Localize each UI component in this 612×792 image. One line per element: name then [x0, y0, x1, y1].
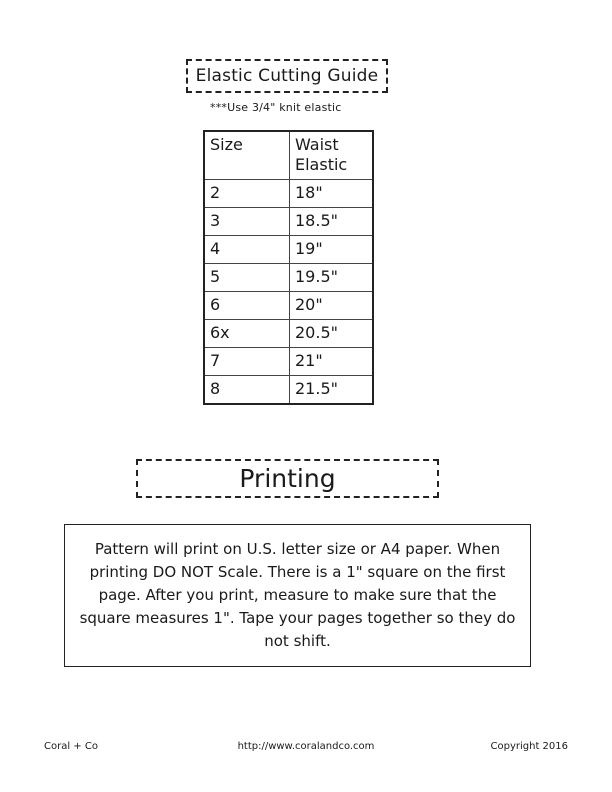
- table-row: [204, 292, 373, 320]
- table-row: [204, 180, 373, 208]
- table-header-row: [204, 131, 373, 180]
- size-cell: 4: [204, 236, 290, 264]
- elastic-guide-title: Elastic Cutting Guide: [195, 66, 379, 86]
- table-row: [204, 208, 373, 236]
- footer-copyright: Copyright 2016: [490, 741, 568, 752]
- waist-cell: 20.5": [290, 320, 374, 348]
- waist-cell: 18.5": [290, 208, 374, 236]
- size-cell: 2: [204, 180, 290, 208]
- waist-cell: 21.5": [290, 376, 374, 405]
- printing-title-box: [136, 459, 439, 498]
- waist-cell: 19.5": [290, 264, 374, 292]
- table-row: [204, 264, 373, 292]
- size-cell: 8: [204, 376, 290, 405]
- header-size: Size: [204, 131, 290, 180]
- waist-cell: 19": [290, 236, 374, 264]
- size-cell: 3: [204, 208, 290, 236]
- printing-info-box: [64, 524, 531, 667]
- elastic-guide-title-box: [186, 59, 388, 93]
- header-waist-label: Waist Elastic: [295, 135, 348, 174]
- table-row: [204, 376, 373, 405]
- size-cell: 6x: [204, 320, 290, 348]
- size-cell: 5: [204, 264, 290, 292]
- footer-website-link[interactable]: http://www.coralandco.com: [237, 741, 375, 752]
- elastic-note: ***Use 3/4" knit elastic: [210, 101, 342, 114]
- printing-title: Printing: [239, 464, 336, 493]
- elastic-size-table: [203, 130, 374, 405]
- table-row: [204, 320, 373, 348]
- table-row: [204, 236, 373, 264]
- size-cell: 6: [204, 292, 290, 320]
- header-waist-elastic: [290, 131, 374, 180]
- printing-instructions: Pattern will print on U.S. letter size or A4 paper. When printing DO NOT Scale. There is a 1" square on the first page. After you print, measure to make sure that the square measures 1". Tape your pages together so they do not shift.: [79, 540, 516, 650]
- waist-cell: 20": [290, 292, 374, 320]
- footer-brand: Coral + Co: [44, 741, 98, 752]
- table-row: [204, 348, 373, 376]
- waist-cell: 18": [290, 180, 374, 208]
- size-cell: 7: [204, 348, 290, 376]
- waist-cell: 21": [290, 348, 374, 376]
